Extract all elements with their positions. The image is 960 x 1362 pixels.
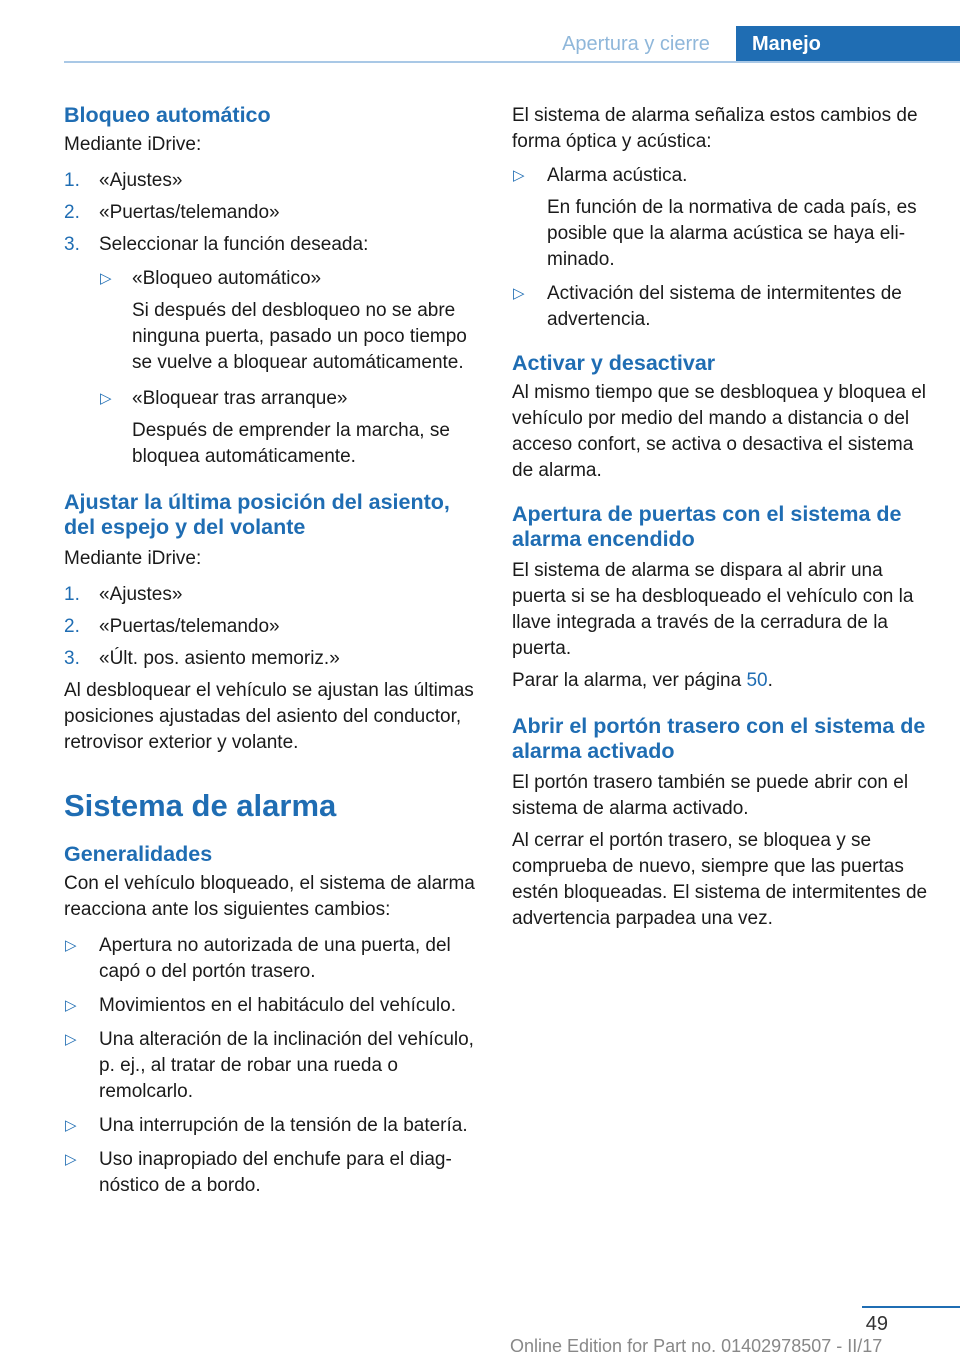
paragraph-cerrar: Al cerrar el portón trasero, se bloquea y se comprueba de nuevo, siempre que las puertas estén bloqueadas. El sistema de intermitentes de advertencia parpadea una vez. — [512, 830, 928, 929]
list-item — [64, 582, 478, 608]
step-number: 1. — [64, 170, 80, 191]
list-item — [512, 281, 930, 333]
header-divider — [64, 61, 960, 63]
sub-bullet-list — [99, 266, 478, 470]
step-number: 3. — [64, 648, 80, 669]
heading-generalidades: Generalidades — [64, 842, 213, 866]
step-number: 3. — [64, 234, 80, 255]
paragraph-generalidades: Con el vehículo bloqueado, el sistema de alarma reacciona ante los siguientes cambios: — [64, 873, 475, 920]
header-section-tab: Apertura y cierre — [562, 32, 710, 55]
step-number: 1. — [64, 584, 80, 605]
list-item — [64, 1113, 478, 1139]
right-column — [512, 103, 930, 932]
step-text: «Últ. pos. asiento memoriz.» — [99, 648, 340, 669]
triangle-bullet-icon: ▷ — [100, 390, 112, 407]
paragraph-desbloquear: Al desbloquear el vehículo se ajustan las últimas posiciones ajustadas del asiento del conductor, retrovisor exterior y volante. — [64, 680, 474, 753]
step-number: 2. — [64, 616, 80, 637]
step-number: 2. — [64, 202, 80, 223]
list-item — [64, 1027, 478, 1105]
bullet-desc: En función de la normativa de cada país, es posible que la alarma acústica se haya eliminado. — [547, 197, 917, 270]
step-text: «Ajustes» — [99, 170, 183, 191]
footer-edition: Online Edition for Part no. 01402978507 - II/17 — [510, 1336, 883, 1356]
heading-apertura-puertas: Apertura de puertas con el sistema de alarma encendido — [512, 502, 902, 551]
left-column — [64, 103, 478, 1199]
step-text: «Puertas/telemando» — [99, 202, 280, 223]
bullet-text: Apertura no autorizada de una puerta, del capó o del portón trasero. — [99, 935, 451, 982]
bullet-text: Movimientos en el habitáculo del vehículo. — [99, 995, 456, 1016]
list-item — [64, 933, 478, 985]
sub-bullet-title: «Bloqueo automático» — [132, 268, 322, 289]
list-item — [512, 163, 930, 273]
header-chapter-tab: Manejo — [736, 26, 960, 62]
heading-bloqueo-automatico: Bloqueo automático — [64, 103, 271, 127]
footer-divider — [862, 1306, 960, 1308]
page-link[interactable]: 50 — [746, 670, 768, 691]
list-item — [64, 232, 478, 258]
heading-abrir-porton: Abrir el portón trasero con el sistema de alarma activado — [512, 714, 926, 763]
bullet-list-right — [512, 163, 930, 333]
bullet-title: Alarma acústica. — [547, 165, 688, 186]
mediante-idrive-2: Mediante iDrive: — [64, 548, 202, 569]
parar-suffix: . — [767, 670, 773, 691]
step-text: «Ajustes» — [99, 584, 183, 605]
paragraph-activar: Al mismo tiempo que se desbloquea y bloquea el vehículo por medio del mando a distancia o del acceso confort, se activa o desactiva el sistema de alarma. — [512, 382, 927, 481]
triangle-bullet-icon: ▷ — [513, 167, 525, 184]
list-item — [64, 200, 478, 226]
bullet-text: Uso inapropiado del enchufe para el diagnóstico de a bordo. — [99, 1149, 452, 1196]
list-item — [99, 386, 478, 470]
heading-ajustar-posicion: Ajustar la última posición del asiento, del espejo y del volante — [64, 490, 450, 539]
bullet-text: Activación del sistema de intermitentes de advertencia. — [547, 283, 902, 330]
bullet-text: Una interrupción de la tensión de la batería. — [99, 1115, 468, 1136]
triangle-bullet-icon: ▷ — [513, 285, 525, 302]
bullet-list — [64, 933, 478, 1199]
sub-bullet-title: «Bloquear tras arranque» — [132, 388, 348, 409]
page-number: 49 — [865, 1313, 888, 1335]
triangle-bullet-icon: ▷ — [65, 997, 77, 1014]
heading-sistema-de-alarma: Sistema de alarma — [64, 788, 337, 823]
list-item — [64, 993, 478, 1019]
triangle-bullet-icon: ▷ — [65, 937, 77, 954]
bullet-text: Una alteración de la inclinación del vehículo, p. ej., al tratar de robar una rueda o remolcarlo. — [99, 1029, 474, 1102]
paragraph-apertura: El sistema de alarma se dispara al abrir una puerta si se ha desbloqueado el vehículo con la llave integrada a través de la cerradura de la puerta. — [512, 560, 914, 659]
sub-bullet-desc: Si después del desbloqueo no se abre ninguna puerta, pasado un poco tiempo se vuelve a bloquear automáticamente. — [132, 300, 467, 373]
step-text: Seleccionar la función deseada: — [99, 234, 369, 255]
steps-list-1 — [64, 168, 478, 258]
list-item — [64, 646, 478, 672]
paragraph-abrir: El portón trasero también se puede abrir con el sistema de alarma activado. — [512, 772, 909, 819]
list-item — [64, 1147, 478, 1199]
heading-activar-desactivar: Activar y desactivar — [512, 351, 716, 375]
parar-text: Parar la alarma, ver página — [512, 670, 747, 691]
paragraph-parar-alarma — [512, 668, 930, 694]
triangle-bullet-icon: ▷ — [65, 1117, 77, 1134]
triangle-bullet-icon: ▷ — [65, 1151, 77, 1168]
sub-bullet-desc: Después de emprender la marcha, se bloquea automáticamente. — [132, 420, 450, 467]
steps-list-2 — [64, 582, 478, 672]
triangle-bullet-icon: ▷ — [65, 1031, 77, 1048]
list-item — [99, 266, 478, 376]
list-item — [64, 168, 478, 194]
paragraph-senaliza: El sistema de alarma señaliza estos cambios de forma óptica y acústica: — [512, 105, 918, 152]
list-item — [64, 614, 478, 640]
step-text: «Puertas/telemando» — [99, 616, 280, 637]
mediante-idrive-1: Mediante iDrive: — [64, 134, 202, 155]
triangle-bullet-icon: ▷ — [100, 270, 112, 287]
